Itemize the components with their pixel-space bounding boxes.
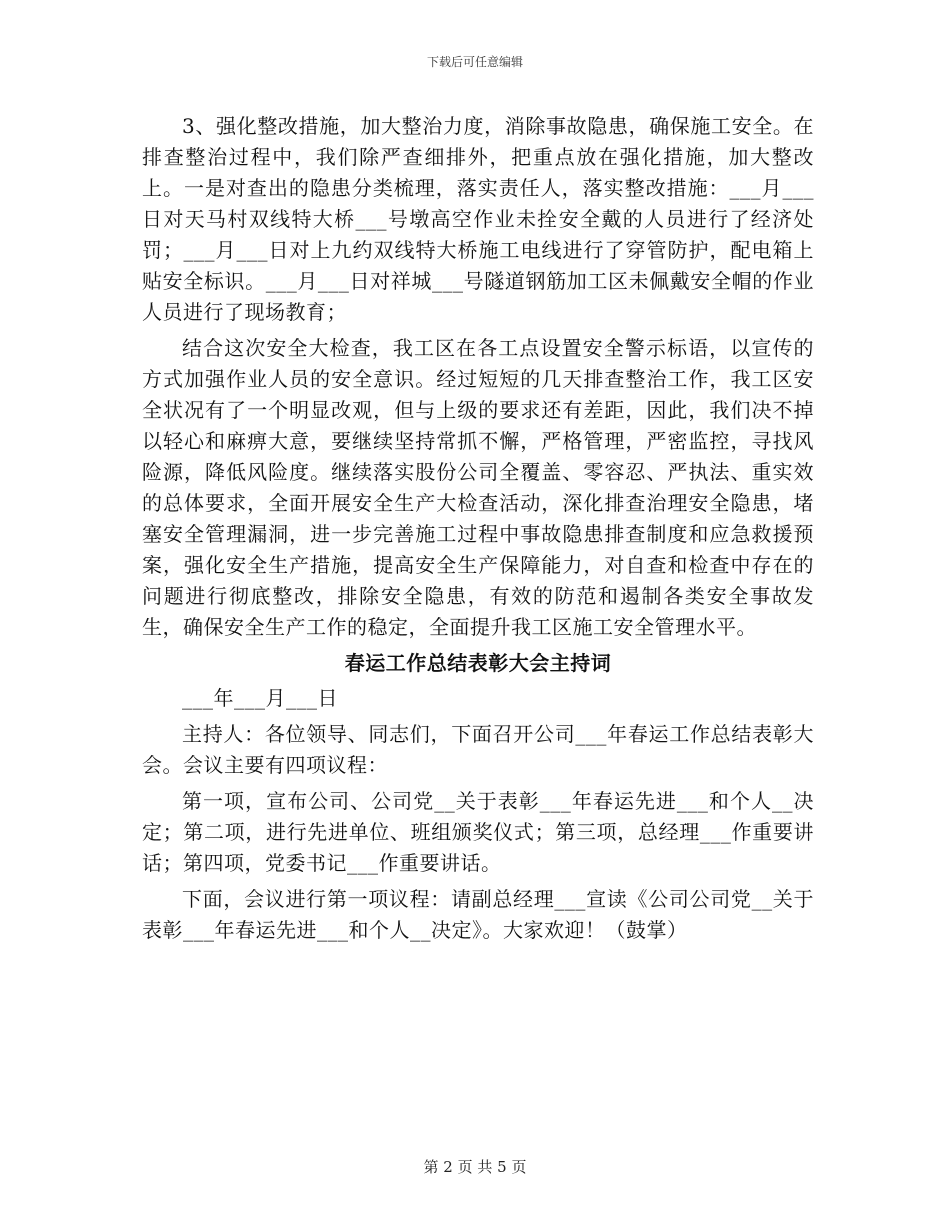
page-header-note: 下载后可任意编辑 [426,55,523,69]
page-number: 第 2 页 共 5 页 [423,1158,527,1176]
paragraph-host-opening: 主持人：各位领导、同志们，下面召开公司___年春运工作总结表彰大会。会议主要有四项议程： [142,722,814,777]
paragraph-rectification-measures: 3、强化整改措施，加大整治力度，消除事故隐患，确保施工安全。在排查整治过程中，我们除严查细排外，把重点放在强化措施，加大整改上。一是对查出的隐患分类梳理，落实责任人，落实整改措施：___月___日对天马村双线特大桥___号墩高空作业未拴安全戴的人员进行了经济处罚；___月___日对上九约双线特大桥施工电线进行了穿管防护，配电箱上贴安全标识。___月___日对祥城___号隧道钢筋加工区未佩戴安全帽的作业人员进行了现场教育； [142,114,814,324]
paragraph-agenda-items: 第一项，宣布公司、公司党__关于表彰___年春运先进___和个人__决定；第二项，进行先进单位、班组颁奖仪式；第三项，总经理___作重要讲话；第四项，党委书记___作重要讲话。 [142,789,814,875]
paragraph-safety-inspection-summary: 结合这次安全大检查，我工区在各工点设置安全警示标语，以宣传的方式加强作业人员的安全意识。经过短短的几天排查整治工作，我工区安全状况有了一个明显改观，但与上级的要求还有差距，因此，我们决不掉以轻心和麻痹大意，要继续坚持常抓不懈，严格管理，严密监控，寻找风险源，降低风险度。继续落实股份公司全覆盖、零容忍、严执法、重实效的总体要求，全面开展安全生产大检查活动，深化排查治理安全隐患，堵塞安全管理漏洞，进一步完善施工过程中事故隐患排查制度和应急救援预案，强化安全生产措施，提高安全生产保障能力，对自查和检查中存在的问题进行彻底整改，排除安全隐患，有效的防范和遏制各类安全事故发生，确保安全生产工作的稳定，全面提升我工区施工安全管理水平。 [142,336,814,639]
document-body [142,111,814,951]
paragraph-first-agenda: 下面，会议进行第一项议程：请副总经理___宣读《公司公司党__关于表彰___年春运先进___和个人__决定》。大家欢迎！（鼓掌） [142,887,814,942]
section-title: 春运工作总结表彰大会主持词 [344,651,612,675]
paragraph-date-line: ___年___月___日 [182,686,338,710]
